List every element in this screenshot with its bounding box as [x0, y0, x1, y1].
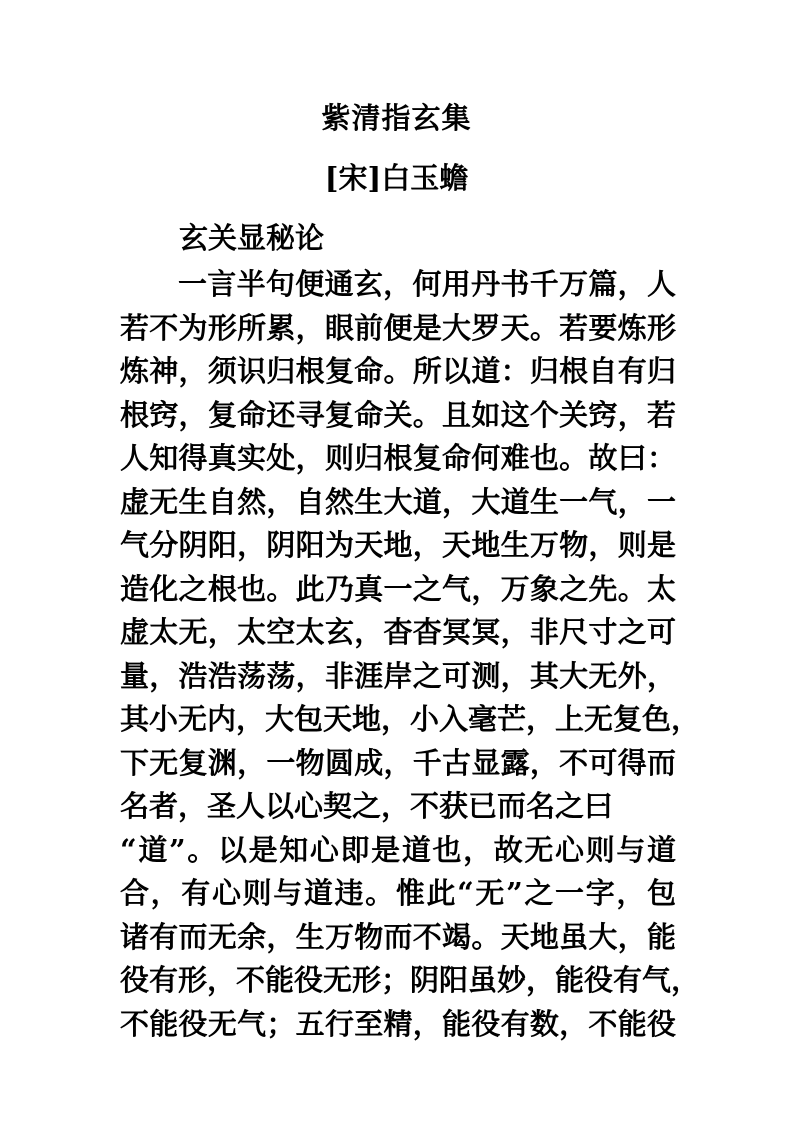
- text-line: 造化之根也。此乃真一之气，万象之先。太: [120, 571, 676, 606]
- text-line: 虚太无，太空太玄，杳杳冥冥，非尺寸之可: [120, 615, 676, 649]
- text-line: “道”。以是知心即是道也，故无心则与道: [120, 832, 676, 867]
- section-title: 玄关显秘论: [179, 221, 325, 255]
- text-line: 合，有心则与道违。惟此“无”之一字，包: [120, 876, 676, 910]
- text-line: 量，浩浩荡荡，非涯岸之可测，其大无外，: [120, 658, 676, 693]
- document-title: 紫清指玄集: [321, 101, 472, 135]
- text-line: 其小无内，大包天地，小入毫芒，上无复色，: [120, 702, 701, 736]
- text-line: 根窍，复命还寻复命关。且如这个关窍，若: [120, 397, 676, 432]
- text-line: 役有形，不能役无形；阴阳虽妙，能役有气，: [120, 963, 701, 997]
- text-line: 诸有而无余，生万物而不竭。天地虽大，能: [120, 919, 676, 954]
- text-line: 一言半句便通玄，何用丹书千万篇，人: [178, 267, 676, 301]
- text-line: 若不为形所累，眼前便是大罗天。若要炼形: [120, 310, 676, 345]
- text-line: 不能役无气；五行至精，能役有数，不能役: [120, 1006, 676, 1041]
- text-line: 气分阴阳，阴阳为天地，天地生万物，则是: [120, 528, 676, 562]
- text-line: 名者，圣人以心契之，不获已而名之曰: [120, 789, 614, 823]
- text-line: 下无复渊，一物圆成，千古显露，不可得而: [120, 745, 676, 780]
- text-line: 人知得真实处，则归根复命何难也。故曰：: [120, 441, 676, 475]
- text-line: 炼神，须识归根复命。所以道：归根自有归: [120, 354, 676, 388]
- document-author: [宋]白玉蟾: [324, 161, 469, 195]
- text-line: 虚无生自然，自然生大道，大道生一气，一: [120, 484, 676, 519]
- body-text: [120, 263, 701, 1046]
